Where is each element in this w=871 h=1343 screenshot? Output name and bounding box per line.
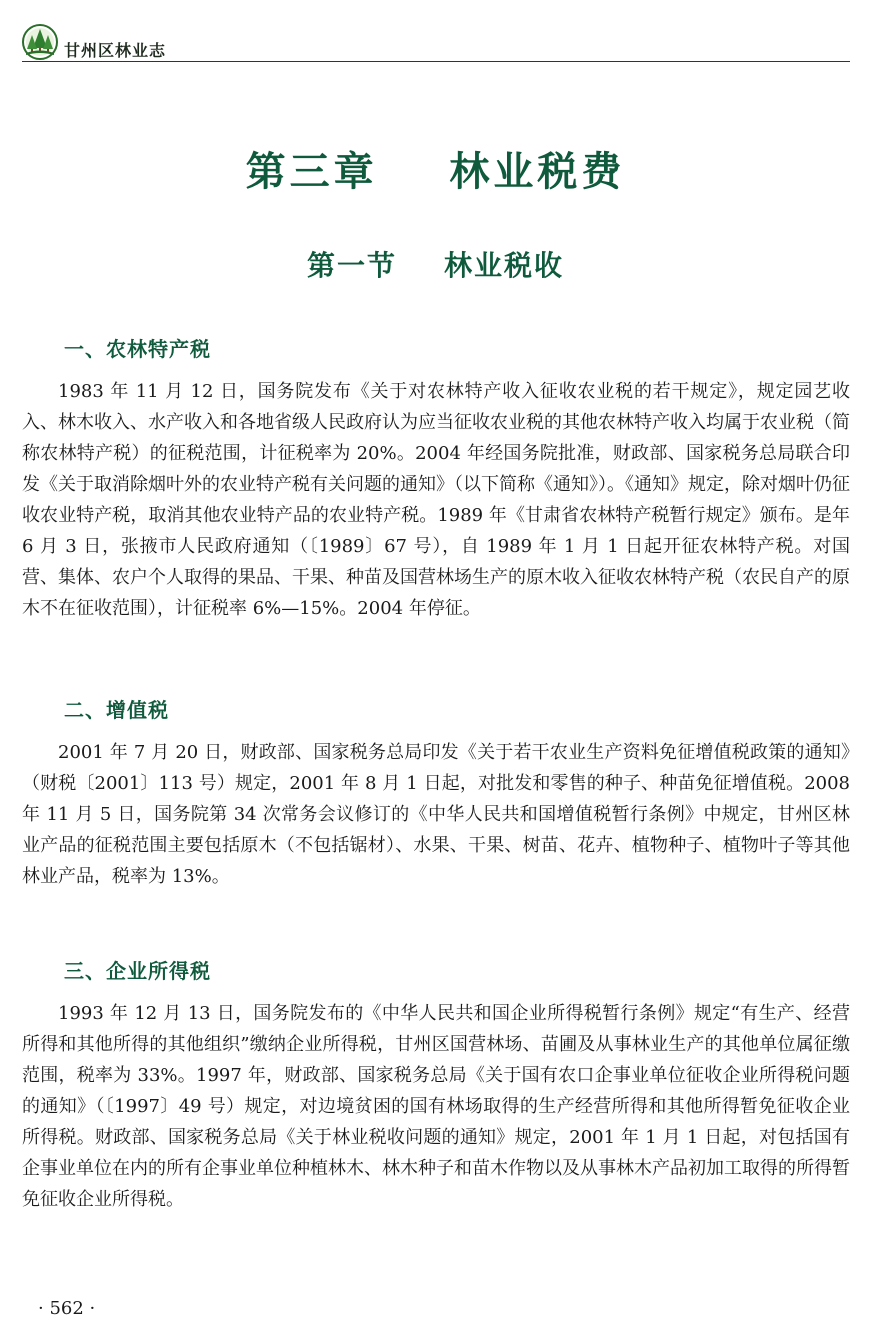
subheading-value-added-tax: 二、增值税: [64, 698, 169, 722]
chapter-title: 第三章 林业税费: [245, 149, 626, 195]
paragraph-enterprise-income-tax: 1993 年 12 月 13 日，国务院发布的《中华人民共和国企业所得税暂行条例》规定“有生产、经营所得和其他所得的其他组织”缴纳企业所得税，甘州区国营林场、苗圃及从事林业生产的其他单位属征缴范围，税率为 33%。1997 年，财政部、国家税务总局《关于国有农口企事业单位征收企业所得税问题的通知》（〔1997〕49 号）规定，对边境贫困的国有林场取得的生产经营所得和其他所得暂免征收企业所得税。财政部、国家税务总局《关于林业税收问题的通知》规定，2001 年 1 月 1 日起，对包括国有企事业单位在内的所有企事业单位种植林木、林木种子和苗木作物以及从事林木产品初加工取得的所得暂免征收企业所得税。: [22, 1003, 850, 1210]
subheading-enterprise-income-tax: 三、企业所得税: [64, 959, 211, 983]
paragraph-agri-forest-special-tax: 1983 年 11 月 12 日，国务院发布《关于对农林特产收入征收农业税的若干规定》，规定园艺收入、林木收入、水产收入和各地省级人民政府认为应当征收农业税的其他农林特产收入均属于农业税（简称农林特产税）的征税范围，计征税率为 20%。2004 年经国务院批准，财政部、国家税务总局联合印发《关于取消除烟叶外的农业特产税有关问题的通知》（以下简称《通知》）。《通知》规定，除对烟叶仍征收农业特产税，取消其他农业特产品的农业特产税。1989 年《甘肃省农林特产税暂行规定》颁布。是年 6 月 3 日，张掖市人民政府通知（〔1989〕67 号），自 1989 年 1 月 1 日起开征农林特产税。对国营、集体、农户个人取得的果品、干果、种苗及国营林场生产的原木收入征收农林特产税（农民自产的原木不在征收范围），计征税率 6%—15%。2004 年停征。: [22, 381, 850, 619]
page-header: [22, 24, 850, 64]
paragraph-value-added-tax: 2001 年 7 月 20 日，财政部、国家税务总局印发《关于若干农业生产资料免征增值税政策的通知》（财税〔2001〕113 号）规定，2001 年 8 月 1 日起，对批发和零售的种子、种苗免征增值税。2008 年 11 月 5 日，国务院第 34 次常务会议修订的《中华人民共和国增值税暂行条例》中规定，甘州区林业产品的征税范围主要包括原木（不包括锯材）、水果、干果、树苗、花卉、植物种子、植物叶子等其他林业产品，税率为 13%。: [22, 742, 850, 887]
subheading-agri-forest-special-tax: 一、农林特产税: [64, 337, 211, 361]
header-divider: [22, 61, 850, 62]
header-title: 甘州区林业志: [64, 41, 167, 60]
forest-trees-logo-icon: [22, 24, 58, 60]
page-number: · 562 ·: [38, 1298, 96, 1319]
section-title: 第一节 林业税收: [307, 249, 564, 282]
